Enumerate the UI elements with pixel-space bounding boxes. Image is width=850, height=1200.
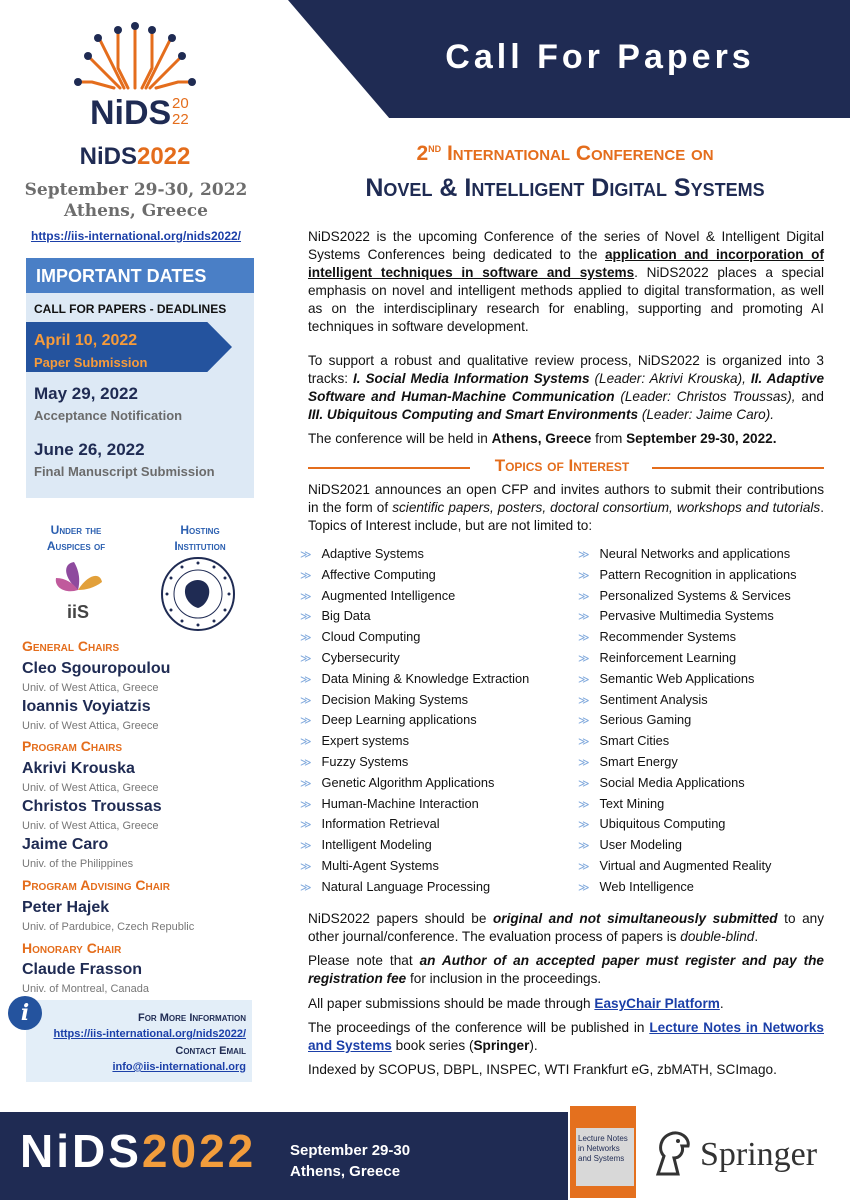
topic-item <box>300 815 529 836</box>
topic-item <box>300 857 529 878</box>
topic-item <box>578 753 797 774</box>
chair-name: Ioannis Voyiatzis <box>22 698 151 715</box>
logo-year-bottom: 22 <box>172 111 189 128</box>
chevron-double-icon: ≫ <box>578 715 590 728</box>
chevron-double-icon: ≫ <box>578 694 590 707</box>
chevron-double-icon: ≫ <box>578 652 590 665</box>
topic-label: Sentiment Analysis <box>599 691 708 707</box>
chevron-double-icon: ≫ <box>300 673 312 686</box>
event-place-line: Athens, Greece <box>64 201 208 221</box>
topic-item <box>300 732 529 753</box>
chevron-double-icon: ≫ <box>300 549 312 561</box>
chevron-double-icon: ≫ <box>578 819 590 832</box>
closing-paragraph-4: The proceedings of the conference will be published in Lecture Notes in Networks and Systems book series (Springer). <box>308 1020 824 1053</box>
chevron-double-icon: ≫ <box>578 632 590 645</box>
springer-logo-text: Springer <box>700 1136 818 1173</box>
springer-horse-icon <box>650 1128 696 1178</box>
topic-label: Serious Gaming <box>599 712 692 728</box>
more-info-url-link[interactable]: https://iis-international.org/nids2022/ <box>53 1028 246 1040</box>
topic-item <box>578 628 797 649</box>
topic-item <box>300 711 529 732</box>
topic-item <box>578 732 797 753</box>
more-info-label: For More Information <box>137 1012 246 1024</box>
chevron-double-icon: ≫ <box>300 756 312 769</box>
chevron-double-icon: ≫ <box>578 798 590 811</box>
chair-affiliation: Univ. of the Philippines <box>22 858 134 870</box>
closing-paragraph-5: Indexed by SCOPUS, DBPL, INSPEC, WTI Frankfurt eG, zbMATH, SCImago. <box>308 1062 777 1077</box>
topic-item <box>300 753 529 774</box>
topic-label: Expert systems <box>321 733 409 749</box>
topic-item <box>578 836 797 857</box>
chevron-double-icon: ≫ <box>300 860 312 873</box>
brand-name: NiDS2022 <box>79 143 191 170</box>
important-dates-title: IMPORTANT DATES <box>36 266 207 286</box>
chevron-double-icon: ≫ <box>578 590 590 603</box>
intro-paragraph-3: The conference will be held in Athens, Greece from September 29-30, 2022. <box>308 431 777 446</box>
chevron-double-icon: ≫ <box>300 652 312 665</box>
chair-affiliation: Univ. of West Attica, Greece <box>22 820 159 832</box>
topic-item <box>300 545 529 566</box>
university-seal-icon <box>160 556 236 632</box>
topic-item <box>300 670 529 691</box>
topic-item <box>578 795 797 816</box>
topics-list-right <box>578 545 797 899</box>
topic-label: Ubiquitous Computing <box>599 816 726 832</box>
chair-affiliation: Univ. of Montreal, Canada <box>22 983 149 995</box>
contact-email-label: Contact Email <box>175 1045 246 1057</box>
topic-label: Text Mining <box>599 795 665 811</box>
topic-item <box>300 836 529 857</box>
chevron-double-icon: ≫ <box>300 569 312 582</box>
hosting-heading: Hosting Institution <box>174 523 226 553</box>
chevron-double-icon: ≫ <box>300 694 312 707</box>
topic-label: Pattern Recognition in applications <box>599 566 797 582</box>
topic-label: Data Mining & Knowledge Extraction <box>321 670 530 686</box>
chevron-double-icon: ≫ <box>300 798 312 811</box>
topic-label: Deep Learning applications <box>321 712 477 728</box>
chevron-double-icon: ≫ <box>578 611 590 624</box>
easychair-link[interactable]: EasyChair Platform <box>594 996 720 1011</box>
closing-paragraph-3: All paper submissions should be made through EasyChair Platform. <box>308 996 724 1011</box>
important-dates-panel <box>26 258 254 498</box>
intro-paragraph-2: To support a robust and qualitative review process, NiDS2022 is organized into 3 tracks: I. Social Media Information Systems (Leader: Akrivi Krouska), II. Adaptive Software and Human-Machine Communication (Leader: Christos Troussas), and III. Ubiquitous Computing and Smart Environments (Leader: Jaime Caro). <box>308 353 824 422</box>
svg-text:iiS: iiS <box>66 602 90 622</box>
topic-item <box>578 649 797 670</box>
topics-divider-left <box>308 467 470 469</box>
advising-chair-heading: Program Advising Chair <box>22 877 170 893</box>
intro-paragraph-1: NiDS2022 is the upcoming Conference of the series of Novel & Intelligent Digital Systems Conferences being dedicated to the application and incorporation of intelligent techniques in software and systems. NiDS2022 places a special emphasis on novel and intelligent methods applied to digital transformation, as well as on the interdisciplinary research for enabling, supporting and promoting AI techniques in software development. <box>308 229 825 334</box>
deadline-label-1: Paper Submission <box>34 355 148 370</box>
topic-item <box>578 607 797 628</box>
chair-affiliation: Univ. of West Attica, Greece <box>22 782 159 794</box>
chair-name: Peter Hajek <box>22 899 110 916</box>
chevron-double-icon: ≫ <box>300 632 312 645</box>
topic-label: Social Media Applications <box>599 774 745 790</box>
topic-item <box>578 815 797 836</box>
topic-label: User Modeling <box>599 837 683 853</box>
topic-label: Neural Networks and applications <box>599 546 791 561</box>
topic-label: Cloud Computing <box>321 629 421 645</box>
honorary-chair-heading: Honorary Chair <box>22 940 122 956</box>
topic-label: Pervasive Multimedia Systems <box>599 608 774 624</box>
chevron-double-icon: ≫ <box>300 777 312 790</box>
topic-label: Human-Machine Interaction <box>321 795 479 811</box>
topic-item <box>578 691 797 712</box>
topic-label: Decision Making Systems <box>321 691 469 707</box>
topic-label: Smart Energy <box>599 753 678 769</box>
chevron-double-icon: ≫ <box>300 715 312 728</box>
iis-flower-icon <box>46 558 110 622</box>
topic-label: Cybersecurity <box>321 649 400 665</box>
chevron-double-icon: ≫ <box>578 840 590 853</box>
topic-label: Fuzzy Systems <box>321 753 409 769</box>
topics-intro: NiDS2021 announces an open CFP and invites authors to submit their contributions in the form of scientific papers, posters, doctoral consortium, workshops and tutorials. Topics of Interest include, but are not limited to: <box>308 482 825 533</box>
chevron-double-icon: ≫ <box>578 756 590 769</box>
chair-name: Christos Troussas <box>22 798 162 815</box>
footer-brand: NiDS2022 <box>20 1125 257 1177</box>
chevron-double-icon: ≫ <box>300 590 312 603</box>
topic-label: Reinforcement Learning <box>599 649 737 665</box>
conference-title-line2: Novel & Intelligent Digital Systems <box>365 174 765 202</box>
book-title: Lecture Notes in Networks and Systems <box>578 1134 628 1163</box>
topics-list-left <box>300 545 529 899</box>
page-title: Call For Papers <box>445 38 755 76</box>
deadline-date-2: May 29, 2022 <box>34 384 138 403</box>
conference-title-line1: 2nd International Conference on <box>416 140 714 165</box>
chair-name: Akrivi Krouska <box>22 760 135 777</box>
auspices-heading: Under the Auspices of <box>46 523 106 553</box>
chevron-double-icon: ≫ <box>300 736 312 749</box>
event-date-line: September 29-30, 2022 <box>24 180 248 200</box>
topic-item <box>578 774 797 795</box>
topic-label: Semantic Web Applications <box>599 670 755 686</box>
chevron-double-icon: ≫ <box>300 840 312 853</box>
chair-affiliation: Univ. of West Attica, Greece <box>22 682 159 694</box>
topic-item <box>300 587 529 608</box>
program-chairs-heading: Program Chairs <box>22 738 123 754</box>
topic-item <box>300 878 529 899</box>
chevron-double-icon: ≫ <box>578 881 590 894</box>
general-chairs-heading: General Chairs <box>22 638 120 654</box>
topic-label: Genetic Algorithm Applications <box>321 774 495 790</box>
university-seal <box>160 556 236 632</box>
circuit-brain-icon <box>40 8 230 134</box>
topic-item <box>578 566 797 587</box>
deadline-date-1: April 10, 2022 <box>34 332 138 349</box>
deadlines-subtitle: CALL FOR PAPERS - DEADLINES <box>34 302 227 316</box>
footer-place: Athens, Greece <box>290 1163 401 1180</box>
chevron-double-icon: ≫ <box>300 611 312 624</box>
topic-label: Augmented Intelligence <box>321 587 456 603</box>
topic-item <box>300 649 529 670</box>
topic-label: Personalized Systems & Services <box>599 587 791 603</box>
chevron-double-icon: ≫ <box>300 819 312 832</box>
contact-email-link[interactable]: info@iis-international.org <box>112 1061 246 1073</box>
chevron-double-icon: ≫ <box>578 777 590 790</box>
topic-item <box>578 857 797 878</box>
chair-name: Claude Frasson <box>22 961 143 978</box>
chair-affiliation: Univ. of West Attica, Greece <box>22 720 159 732</box>
chair-name: Jaime Caro <box>22 836 109 853</box>
topic-label: Web Intelligence <box>599 878 694 894</box>
topic-item <box>300 795 529 816</box>
chevron-double-icon: ≫ <box>578 569 590 582</box>
topic-item <box>578 587 797 608</box>
chevron-double-icon: ≫ <box>300 881 312 894</box>
topic-label: Recommender Systems <box>599 629 737 645</box>
footer-date: September 29-30 <box>290 1142 411 1159</box>
topic-item <box>300 607 529 628</box>
footer-event-info <box>290 1140 410 1182</box>
chair-affiliation: Univ. of Pardubice, Czech Republic <box>22 921 195 933</box>
topic-label: Multi-Agent Systems <box>321 857 439 873</box>
topic-item <box>300 628 529 649</box>
deadline-label-2: Acceptance Notification <box>34 408 183 423</box>
conference-url-link[interactable]: https://iis-international.org/nids2022/ <box>30 229 242 243</box>
topic-label: Natural Language Processing <box>321 878 491 894</box>
lnns-link[interactable]: Lecture Notes in Networks and Systems <box>308 1020 824 1053</box>
topic-label: Adaptive Systems <box>321 546 424 561</box>
deadline-label-3: Final Manuscript Submission <box>34 464 215 479</box>
logo-year-top: 20 <box>172 95 189 112</box>
topic-item <box>578 670 797 691</box>
deadline-date-3: June 26, 2022 <box>34 440 145 459</box>
topic-label: Virtual and Augmented Reality <box>599 857 772 873</box>
nids-logo <box>40 8 230 134</box>
iis-logo <box>46 558 110 622</box>
event-dates <box>20 180 252 222</box>
topic-item <box>578 545 797 566</box>
chevron-double-icon: ≫ <box>578 736 590 749</box>
topic-label: Affective Computing <box>321 566 436 582</box>
closing-paragraph-2: Please note that an Author of an accepted paper must register and pay the registration fee for inclusion in the proceedings. <box>308 953 824 986</box>
logo-letters: NiDS <box>90 94 172 132</box>
topic-item <box>300 566 529 587</box>
topics-divider-right <box>652 467 824 469</box>
topic-item <box>578 711 797 732</box>
topic-label: Big Data <box>321 608 371 624</box>
topic-item <box>578 878 797 899</box>
topic-label: Smart Cities <box>599 733 670 749</box>
info-icon: i <box>8 996 42 1030</box>
chevron-double-icon: ≫ <box>578 673 590 686</box>
chevron-double-icon: ≫ <box>578 549 590 561</box>
chevron-double-icon: ≫ <box>578 860 590 873</box>
topic-label: Information Retrieval <box>321 816 440 832</box>
topics-heading: Topics of Interest <box>494 456 630 475</box>
closing-paragraph-1: NiDS2022 papers should be original and not simultaneously submitted to any other journal/conference. The evaluation process of papers is double-blind. <box>308 911 824 944</box>
chair-name: Cleo Sgouropoulou <box>22 660 171 677</box>
topic-item <box>300 691 529 712</box>
topic-label: Intelligent Modeling <box>321 837 432 853</box>
topic-item <box>300 774 529 795</box>
